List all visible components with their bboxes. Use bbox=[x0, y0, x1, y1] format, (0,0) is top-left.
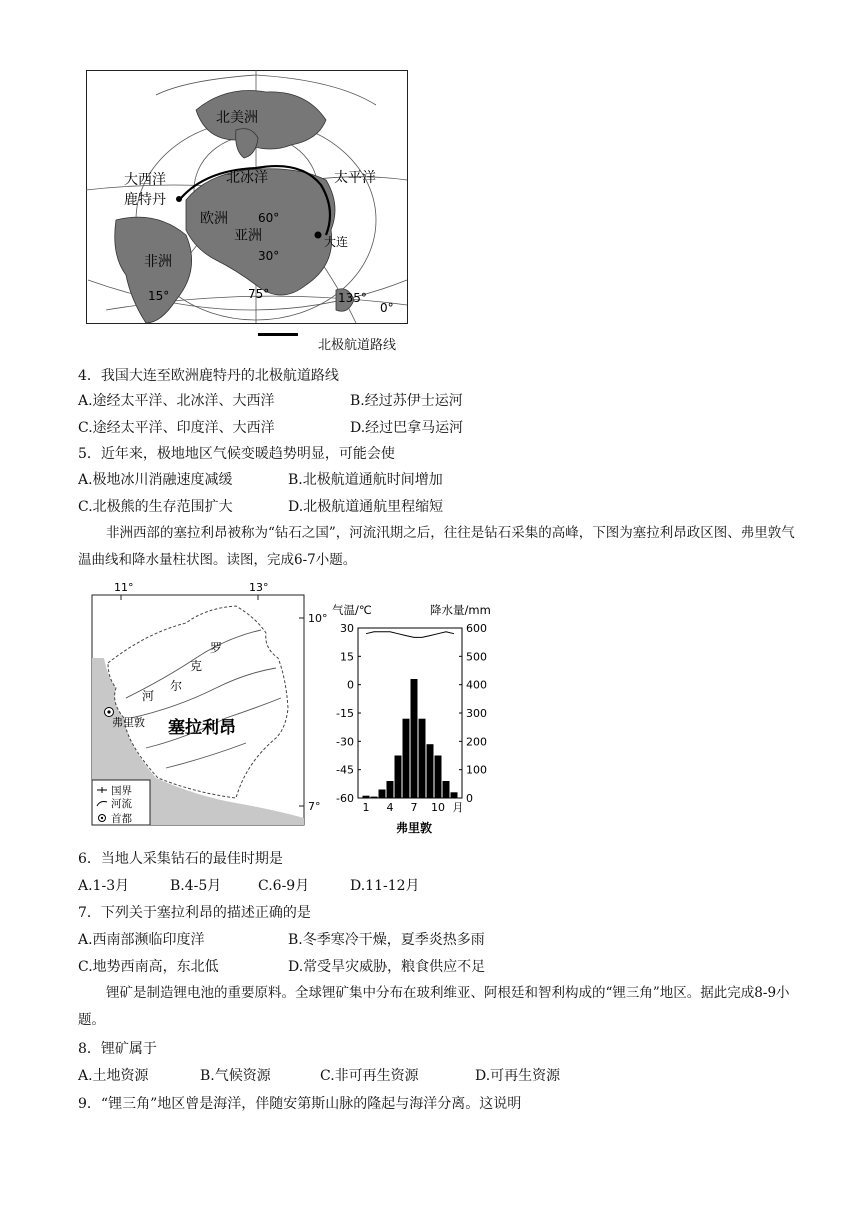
q4-option-b[interactable]: B.经过苏伊士运河 bbox=[350, 393, 463, 409]
label-lon75: 75° bbox=[248, 287, 270, 301]
label-lon135: 135° bbox=[338, 291, 367, 305]
q5-option-b[interactable]: B.北极航道通航时间增加 bbox=[288, 472, 443, 488]
y-right-tick-2: 400 bbox=[466, 678, 487, 692]
y-left-label: 气温/℃ bbox=[332, 603, 372, 617]
y-right-tick-3: 300 bbox=[466, 707, 487, 720]
legend-capital: 首都 bbox=[111, 813, 132, 825]
x-tick-4: 月 bbox=[452, 801, 464, 814]
x-ticks bbox=[363, 801, 464, 814]
y-left-tick-4: -30 bbox=[336, 735, 354, 749]
q8-option-c[interactable]: C.非可再生资源 bbox=[320, 1068, 419, 1084]
q6-option-d[interactable]: D.11-12月 bbox=[350, 878, 420, 894]
q7-stem: 7．下列关于塞拉利昂的描述正确的是 bbox=[78, 905, 311, 921]
precip-bar-month-11 bbox=[443, 781, 450, 798]
precip-bar-month-6 bbox=[403, 719, 410, 798]
x-tick-0: 1 bbox=[362, 801, 370, 814]
climate-chart-svg bbox=[326, 600, 506, 840]
chart-city-label: 弗里敦 bbox=[396, 821, 433, 835]
q9-stem: 9．“锂三角”地区曾是海洋，伴随安第斯山脉的隆起与海洋分离。这说明 bbox=[78, 1096, 522, 1112]
y-left-tick-2: 0 bbox=[347, 678, 354, 692]
y-left-tick-0: 30 bbox=[340, 622, 354, 635]
precip-bar-month-2 bbox=[371, 797, 378, 798]
legend-river: 河流 bbox=[111, 798, 132, 810]
label-country: 塞拉利昂 bbox=[168, 718, 236, 738]
q6-option-a[interactable]: A.1-3月 bbox=[78, 878, 130, 894]
label-lon15: 15° bbox=[148, 289, 170, 303]
rotterdam-point bbox=[176, 196, 182, 202]
sierra-leone-map-svg bbox=[86, 578, 331, 834]
label-atlantic: 大西洋 bbox=[124, 172, 166, 188]
precip-bar-month-5 bbox=[395, 756, 402, 799]
q7-option-d[interactable]: D.常受旱灾威胁，粮食供应不足 bbox=[288, 959, 486, 975]
river-char-1: 罗 bbox=[210, 641, 223, 655]
y-left-tick-5: -45 bbox=[336, 763, 354, 777]
y-right-tick-0: 600 bbox=[466, 622, 487, 635]
precip-bar-month-1 bbox=[363, 796, 370, 798]
river-char-3: 尔 bbox=[170, 679, 183, 693]
arctic-route-map bbox=[86, 70, 408, 328]
precip-bar-month-3 bbox=[379, 790, 386, 799]
q7-option-b[interactable]: B.冬季寒冷干燥，夏季炎热多雨 bbox=[288, 932, 485, 948]
q5-option-a[interactable]: A.极地冰川消融速度减缓 bbox=[78, 472, 233, 488]
y-left-tick-6: -60 bbox=[336, 792, 354, 805]
q8-option-a[interactable]: A.土地资源 bbox=[78, 1068, 149, 1084]
label-north-america: 北美洲 bbox=[216, 110, 258, 126]
x-tick-1: 4 bbox=[386, 801, 394, 814]
precip-bar-month-4 bbox=[387, 781, 394, 798]
label-europe: 欧洲 bbox=[200, 211, 228, 227]
q6-option-b[interactable]: B.4-5月 bbox=[170, 878, 222, 894]
label-dalian: 大连 bbox=[324, 235, 349, 249]
y-right-tick-1: 500 bbox=[466, 650, 487, 664]
plot-frame bbox=[358, 628, 462, 798]
intro-paragraph-2: 锂矿是制造锂电池的重要原料。全球锂矿集中分布在玻利维亚、阿根廷和智利构成的“锂三角”地区。据此完成8-9小题。 bbox=[78, 985, 790, 1028]
label-asia: 亚洲 bbox=[234, 228, 262, 244]
y-right-label: 降水量/mm bbox=[430, 603, 491, 617]
q5-stem: 5．近年来，极地地区气候变暖趋势明显，可能会使 bbox=[78, 446, 395, 462]
precip-bar-month-10 bbox=[435, 756, 442, 799]
label-lat30: 30° bbox=[258, 249, 280, 263]
label-pacific: 太平洋 bbox=[334, 170, 376, 186]
q7-option-a[interactable]: A.西南部濒临印度洋 bbox=[78, 932, 205, 948]
y-right-tick-6: 0 bbox=[466, 792, 473, 805]
label-lat60: 60° bbox=[258, 211, 280, 225]
q8-option-d[interactable]: D.可再生资源 bbox=[475, 1068, 561, 1084]
q5-option-c[interactable]: C.北极熊的生存范围扩大 bbox=[78, 499, 233, 515]
precip-bar-month-8 bbox=[419, 719, 426, 798]
river-char-4: 河 bbox=[142, 689, 155, 703]
x-tick-2: 7 bbox=[410, 801, 418, 814]
label-lon13: 13° bbox=[249, 581, 269, 594]
label-arctic: 北冰洋 bbox=[226, 170, 268, 186]
label-lat0: 0° bbox=[380, 301, 394, 315]
route-legend-label: 北极航道路线 bbox=[318, 338, 397, 353]
precip-bar-month-9 bbox=[427, 744, 434, 798]
arctic-route-map-svg bbox=[86, 70, 408, 328]
q5-option-d[interactable]: D.北极航道通航里程缩短 bbox=[288, 499, 444, 515]
river-char-2: 克 bbox=[190, 659, 203, 673]
label-lon11: 11° bbox=[114, 581, 134, 594]
route-legend-line bbox=[258, 333, 298, 336]
y-left-ticks bbox=[336, 622, 361, 805]
precip-bar-month-7 bbox=[411, 679, 418, 798]
y-right-tick-4: 200 bbox=[466, 735, 487, 749]
y-left-tick-3: -15 bbox=[336, 707, 354, 720]
y-left-tick-1: 15 bbox=[340, 650, 354, 664]
q4-option-a[interactable]: A.途经太平洋、北冰洋、大西洋 bbox=[78, 393, 275, 409]
label-capital: 弗里敦 bbox=[112, 716, 145, 729]
y-right-ticks bbox=[459, 622, 487, 805]
climate-chart bbox=[326, 600, 506, 840]
y-right-tick-5: 100 bbox=[466, 763, 487, 777]
dalian-point bbox=[315, 232, 322, 239]
q8-option-b[interactable]: B.气候资源 bbox=[200, 1068, 271, 1084]
legend-border: 国界 bbox=[111, 785, 132, 797]
label-africa: 非洲 bbox=[144, 254, 172, 270]
q4-option-d[interactable]: D.经过巴拿马运河 bbox=[350, 420, 464, 436]
precip-bar-month-12 bbox=[451, 792, 458, 798]
x-tick-3: 10 bbox=[431, 801, 445, 814]
q4-option-c[interactable]: C.途经太平洋、印度洋、大西洋 bbox=[78, 420, 275, 436]
sierra-leone-map bbox=[86, 578, 331, 834]
label-lat7: 7° bbox=[308, 800, 321, 813]
q6-stem: 6．当地人采集钻石的最佳时期是 bbox=[78, 851, 283, 867]
label-lat10: 10° bbox=[308, 612, 328, 625]
label-rotterdam: 鹿特丹 bbox=[124, 192, 166, 208]
q4-stem: 4．我国大连至欧洲鹿特丹的北极航道路线 bbox=[78, 368, 339, 384]
q6-option-c[interactable]: C.6-9月 bbox=[258, 878, 310, 894]
q7-option-c[interactable]: C.地势西南高，东北低 bbox=[78, 959, 219, 975]
intro-paragraph-1: 非洲西部的塞拉利昂被称为“钻石之国”，河流汛期之后，往往是钻石采集的高峰，下图为塞拉利昂政区图、弗里敦气温曲线和降水量柱状图。读图，完成6-7小题。 bbox=[78, 525, 795, 568]
q8-stem: 8．锂矿属于 bbox=[78, 1041, 157, 1057]
